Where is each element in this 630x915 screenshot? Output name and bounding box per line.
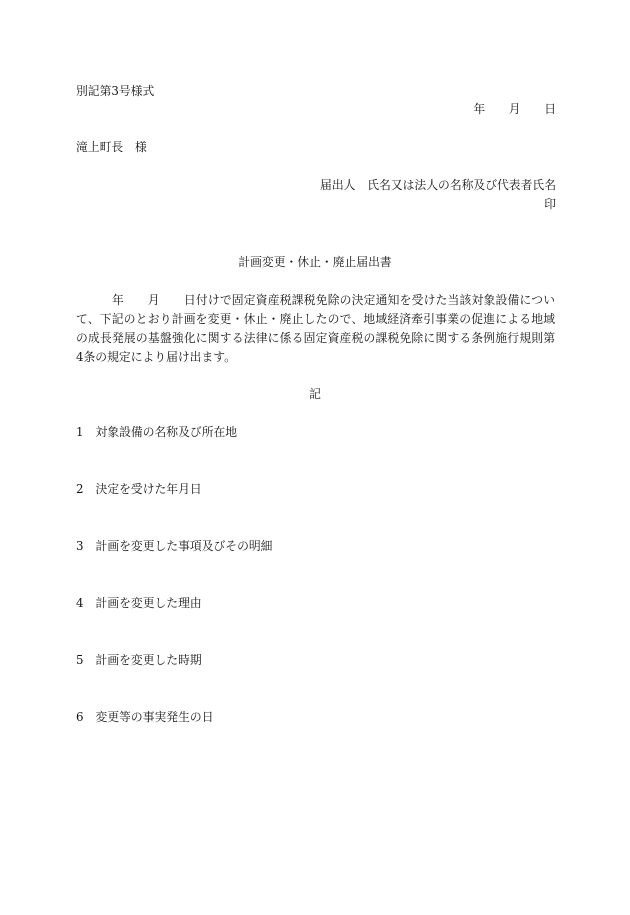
addressee: 滝上町長 様 bbox=[76, 140, 147, 154]
item-label: 計画を変更した事項及びその明細 bbox=[95, 539, 273, 553]
body-line: 4条の規定により届け出ます。 bbox=[76, 350, 236, 364]
item-number: 3 bbox=[76, 539, 84, 553]
ki-heading: 記 bbox=[309, 387, 321, 401]
item-list bbox=[76, 423, 555, 765]
item-label: 計画を変更した時期 bbox=[95, 653, 202, 667]
list-item bbox=[76, 537, 555, 594]
item-number: 5 bbox=[76, 653, 84, 667]
body-paragraph bbox=[76, 291, 555, 367]
document-title: 計画変更・休止・廃止届出書 bbox=[238, 255, 392, 269]
item-label: 変更等の事実発生の日 bbox=[95, 710, 214, 724]
list-item bbox=[76, 480, 555, 537]
form-number: 別記第3号様式 bbox=[76, 84, 155, 98]
seal-mark: 印 bbox=[544, 197, 556, 211]
item-label: 対象設備の名称及び所在地 bbox=[95, 425, 238, 439]
list-item bbox=[76, 708, 555, 765]
list-item bbox=[76, 594, 555, 651]
body-line: の成長発展の基盤強化に関する法律に係る固定資産税の課税免除に関する条例施行規則第 bbox=[76, 331, 555, 345]
item-number: 4 bbox=[76, 596, 84, 610]
item-number: 2 bbox=[76, 482, 84, 496]
item-label: 決定を受けた年月日 bbox=[95, 482, 202, 496]
item-label: 計画を変更した理由 bbox=[95, 596, 202, 610]
list-item bbox=[76, 423, 555, 480]
body-line: て、下記のとおり計画を変更・休止・廃止したので、地域経済牽引事業の促進による地域 bbox=[76, 312, 555, 326]
item-number: 1 bbox=[76, 425, 84, 439]
date-line: 年 月 日 bbox=[473, 102, 556, 116]
applicant-label: 届出人 氏名又は法人の名称及び代表者氏名 bbox=[320, 178, 556, 192]
list-item bbox=[76, 651, 555, 708]
body-line: 年 月 日付けで固定資産税課税免除の決定通知を受けた当該対象設備につい bbox=[76, 293, 555, 307]
item-number: 6 bbox=[76, 710, 84, 724]
